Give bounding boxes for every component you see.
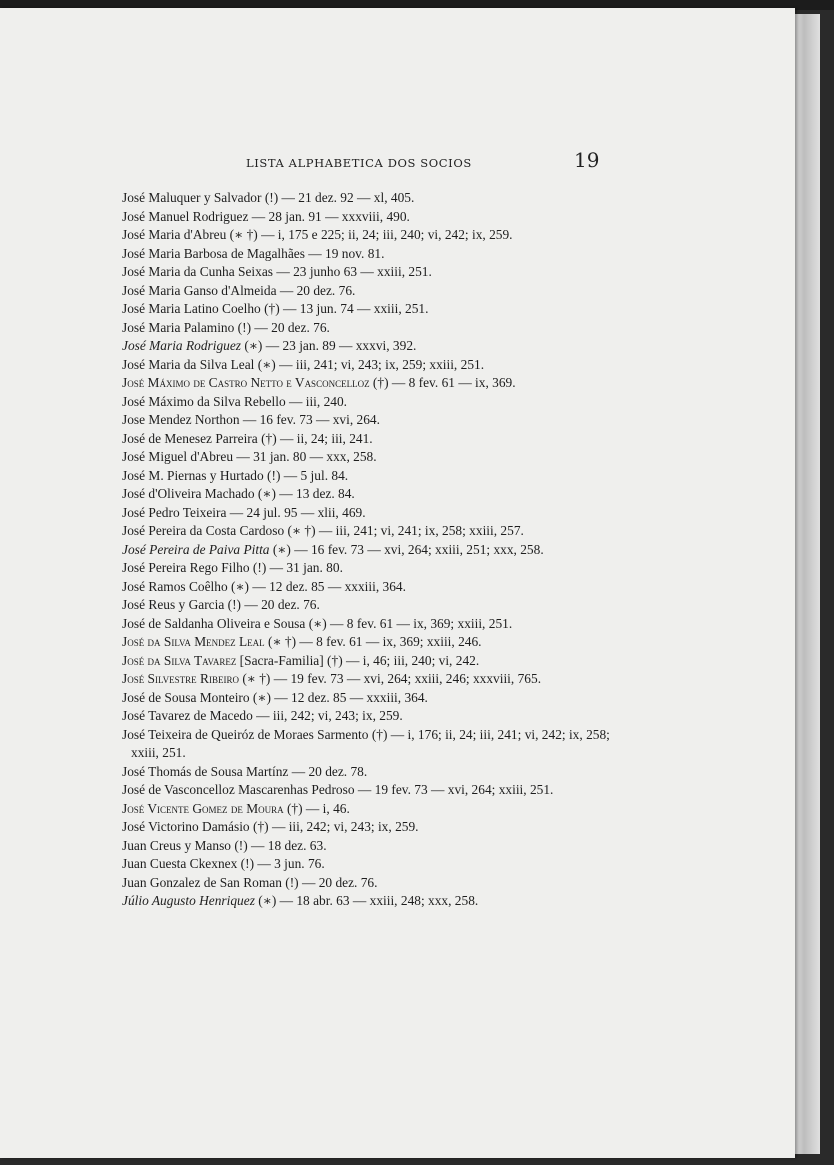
member-name: Juan Creus y Manso [122, 837, 231, 853]
member-name: Juan Gonzalez de San Roman [122, 874, 282, 890]
member-details: — 20 dez. 78. [288, 763, 368, 779]
list-item [122, 578, 612, 597]
member-details: (∗ †) — i, 175 e 225; ii, 24; iii, 240; vi, 242; ix, 259. [226, 227, 513, 242]
list-item [122, 707, 612, 726]
running-head: LISTA ALPHABETICA DOS SOCIOS [246, 156, 472, 170]
member-details: (∗) — 13 dez. 84. [254, 486, 355, 501]
list-item [122, 208, 612, 227]
member-name: Juan Cuesta Ckexnex [122, 856, 238, 871]
member-details: (∗ †) — iii, 241; vi, 241; ix, 258; xxiii, 257. [284, 523, 524, 538]
list-item [122, 504, 612, 523]
list-item [122, 337, 612, 356]
member-details: — 19 nov. 81. [304, 245, 385, 261]
member-name: José Maria Barbosa de Magalhães [122, 245, 305, 261]
member-name: José da Silva Mendez Leal [122, 634, 265, 649]
member-details: (†) — 13 jun. 74 — xxiii, 251. [260, 301, 429, 316]
member-name: José de Saldanha Oliveira e Sousa [122, 615, 306, 631]
member-details: [Sacra-Familia] (†) — i, 46; iii, 240; vi, 242. [236, 652, 480, 668]
member-name: José Thomás de Sousa Martínz [122, 763, 289, 779]
list-item [122, 874, 612, 893]
member-details: — 16 fev. 73 — xvi, 264. [239, 412, 380, 427]
list-item [122, 726, 612, 763]
list-item [122, 319, 612, 338]
member-details: — 19 fev. 73 — xvi, 264; xxiii, 251. [354, 782, 554, 797]
member-details: (∗) — 8 fev. 61 — ix, 369; xxiii, 251. [305, 615, 513, 631]
member-details: (!) — 20 dez. 76. [234, 319, 330, 335]
page-number: 19 [574, 148, 600, 172]
member-details: (!) — 3 jun. 76. [237, 856, 325, 871]
member-name: José Miguel d'Abreu [122, 449, 234, 464]
member-details: (!) — 20 dez. 76. [224, 597, 320, 612]
list-item [122, 541, 612, 560]
member-name: José de Menesez Parreira [122, 430, 258, 446]
member-name: José Teixeira de Queiróz de Moraes Sarmento [122, 726, 369, 742]
list-item [122, 430, 612, 449]
member-name: José d'Oliveira Machado [122, 486, 255, 501]
list-item [122, 263, 612, 282]
list-item [122, 559, 612, 578]
member-details: (!) — 5 jul. 84. [263, 467, 349, 483]
member-details: (!) — 20 dez. 76. [281, 874, 378, 890]
member-name: José de Vasconcelloz Mascarenhas Pedroso [122, 782, 355, 797]
list-item [122, 393, 612, 412]
member-details: — 24 jul. 95 — xlii, 469. [226, 504, 366, 520]
list-item [122, 356, 612, 375]
member-details: (∗) — 16 fev. 73 — xvi, 264; xxiii, 251; xxx, 258. [269, 541, 544, 557]
member-name: José Pereira de Paiva Pitta [122, 541, 270, 557]
member-name: José Maria d'Abreu [122, 227, 227, 242]
member-name: José Maria Palamino [122, 319, 235, 335]
list-item [122, 596, 612, 615]
member-name: José da Silva Tavarez [122, 652, 237, 668]
member-name: José Maria Rodriguez [122, 338, 242, 353]
member-name: José Maria da Cunha Seixas [122, 264, 273, 279]
member-name: José Silvestre Ribeiro [122, 671, 239, 686]
list-item [122, 652, 612, 671]
list-item [122, 300, 612, 319]
member-name: José Pereira Rego Filho [122, 560, 250, 575]
member-name: Júlio Augusto Henriquez [122, 893, 255, 908]
member-details: (∗) — 18 abr. 63 — xxiii, 248; xxx, 258. [254, 893, 479, 908]
member-details: (∗) — 12 dez. 85 — xxxiii, 364. [227, 578, 406, 594]
list-item [122, 670, 612, 689]
list-item [122, 689, 612, 708]
member-name: Jose Mendez Northon [122, 412, 240, 427]
member-details: — iii, 240. [285, 393, 348, 409]
member-name: José Vicente Gomez de Moura [122, 800, 284, 816]
list-item [122, 763, 612, 782]
member-name: José Manuel Rodriguez [122, 208, 249, 224]
member-name: José Ramos Coêlho [122, 578, 228, 594]
member-details: — iii, 242; vi, 243; ix, 259. [252, 708, 403, 723]
list-item [122, 818, 612, 837]
member-details: (∗ †) — 8 fev. 61 — ix, 369; xxiii, 246. [264, 634, 482, 649]
member-details: (!) — 21 dez. 92 — xl, 405. [261, 190, 415, 205]
list-item [122, 892, 612, 911]
member-name: José Maluquer y Salvador [122, 190, 262, 205]
member-details: — 31 jan. 80 — xxx, 258. [233, 449, 377, 464]
member-name: José Maria da Silva Leal [122, 356, 255, 372]
list-item [122, 522, 612, 541]
member-details: (†) — i, 176; ii, 24; iii, 241; vi, 242; ix, 258; xxiii, 251. [131, 726, 610, 760]
member-details: (∗) — 12 dez. 85 — xxxiii, 364. [249, 689, 428, 705]
member-name: José Máximo da Silva Rebello [122, 393, 286, 409]
list-item [122, 615, 612, 634]
list-item [122, 189, 612, 208]
list-item [122, 448, 612, 467]
member-name: José M. Piernas y Hurtado [122, 467, 264, 483]
member-name: José Victorino Damásio [122, 819, 250, 834]
member-name: José Máximo de Castro Netto e Vasconcelloz [122, 375, 370, 390]
list-item [122, 485, 612, 504]
member-name: José Pereira da Costa Cardoso [122, 523, 285, 538]
member-details: (†) — iii, 242; vi, 243; ix, 259. [249, 819, 419, 834]
list-item [122, 282, 612, 301]
list-item [122, 467, 612, 486]
list-item [122, 781, 612, 800]
list-item [122, 633, 612, 652]
member-details: (!) — 18 dez. 63. [230, 837, 327, 853]
member-details: (†) — i, 46. [283, 800, 350, 816]
list-item [122, 411, 612, 430]
list-item [122, 245, 612, 264]
list-item [122, 226, 612, 245]
member-name: José de Sousa Monteiro [122, 689, 250, 705]
book-page [0, 8, 795, 1158]
member-details: (∗ †) — 19 fev. 73 — xvi, 264; xxiii, 246; xxxviii, 765. [238, 671, 542, 686]
member-name: José Tavarez de Macedo [122, 708, 253, 723]
member-list [122, 189, 612, 911]
member-name: José Pedro Teixeira [122, 504, 227, 520]
list-item [122, 837, 612, 856]
member-details: (∗) — iii, 241; vi, 243; ix, 259; xxiii, 251. [254, 356, 485, 372]
member-details: — 28 jan. 91 — xxxviii, 490. [248, 208, 410, 224]
list-item [122, 374, 612, 393]
member-details: (†) — 8 fev. 61 — ix, 369. [369, 375, 516, 390]
member-name: José Maria Latino Coelho [122, 301, 261, 316]
member-details: — 20 dez. 76. [276, 282, 356, 298]
member-details: (!) — 31 jan. 80. [249, 560, 343, 575]
member-name: José Reus y Garcia [122, 597, 225, 612]
member-details: (†) — ii, 24; iii, 241. [257, 430, 373, 446]
member-details: — 23 junho 63 — xxiii, 251. [273, 264, 432, 279]
member-details: (∗) — 23 jan. 89 — xxxvi, 392. [241, 338, 417, 353]
list-item [122, 855, 612, 874]
member-name: José Maria Ganso d'Almeida [122, 282, 277, 298]
list-item [122, 800, 612, 819]
